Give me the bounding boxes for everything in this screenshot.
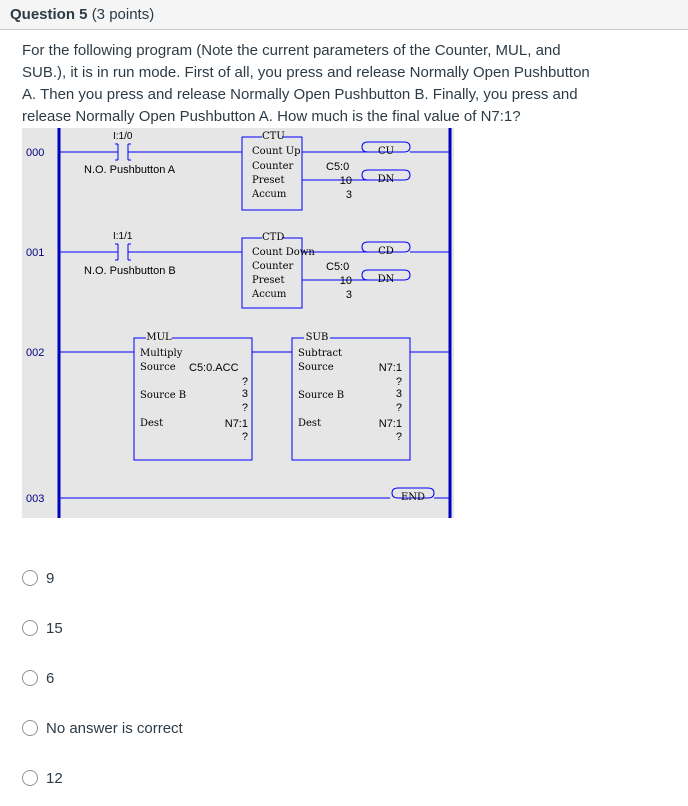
radio-button[interactable] — [22, 770, 38, 786]
radio-button[interactable] — [22, 720, 38, 736]
mul-dest-label: Dest — [140, 418, 164, 429]
answer-option-label: 6 — [46, 669, 55, 687]
mul-source-b-label: Source B — [140, 390, 187, 401]
sub-name: Subtract — [298, 348, 343, 359]
sub-source-b-q: ? — [395, 402, 402, 414]
ctu-counter-label: Counter — [252, 161, 294, 172]
ladder-diagram — [22, 128, 454, 518]
ctd-counter-value: C5:0 — [326, 261, 350, 273]
ctu-name: Count Up — [252, 146, 301, 157]
mul-source-label: Source — [140, 362, 176, 373]
ctd-preset-value: 10 — [339, 275, 352, 287]
sub-dest-label: Dest — [298, 418, 322, 429]
question-line: A. Then you press and release Normally Open Pushbutton B. Finally, you press and — [22, 86, 578, 103]
mul-dest-q: ? — [241, 431, 248, 443]
contact-a-label: N.O. Pushbutton A — [84, 164, 176, 176]
ctd-counter-label: Counter — [252, 261, 294, 272]
question-line: For the following program (Note the current parameters of the Counter, MUL, and — [22, 42, 561, 59]
sub-dest-value: N7:1 — [378, 418, 402, 430]
answer-option-label: 9 — [46, 569, 55, 587]
radio-button[interactable] — [22, 570, 38, 586]
end-label: END — [400, 492, 426, 503]
rung-number: 003 — [26, 493, 45, 505]
mul-title: MUL — [146, 332, 172, 343]
mul-source-num: 3 — [241, 388, 248, 400]
mul-dest-value: N7:1 — [224, 418, 248, 430]
contact-b-address: I:1/1 — [113, 231, 133, 242]
mul-source-b-q: ? — [241, 402, 248, 414]
sub-title: SUB — [305, 332, 329, 343]
rung-number: 002 — [26, 347, 45, 359]
question-header — [0, 0, 688, 30]
sub-dest-q: ? — [395, 431, 402, 443]
answer-option-label: 12 — [46, 769, 63, 787]
cd-coil-label: CD — [378, 246, 394, 257]
question-line: release Normally Open Pushbutton A. How much is the final value of N7:1? — [22, 108, 521, 125]
ladder-graphics — [22, 128, 454, 518]
ctu-preset-label: Preset — [252, 175, 285, 186]
contact-a-symbol — [114, 144, 118, 160]
ctd-title: CTD — [262, 232, 285, 243]
mul-name: Multiply — [140, 348, 183, 359]
cu-coil-label: CU — [377, 146, 395, 157]
ctu-preset-value: 10 — [339, 175, 352, 187]
mul-source-q: ? — [241, 376, 248, 388]
answer-option-label: No answer is correct — [46, 719, 183, 737]
question-text — [22, 40, 622, 128]
contact-b-label: N.O. Pushbutton B — [84, 265, 176, 277]
answer-option[interactable] — [22, 568, 54, 588]
ctu-counter-value: C5:0 — [326, 161, 350, 173]
dn-coil-ctd-label: DN — [377, 274, 395, 285]
answer-option[interactable] — [22, 668, 54, 688]
ctu-title: CTU — [262, 131, 285, 142]
answer-option[interactable] — [22, 718, 183, 738]
answer-option-label: 15 — [46, 619, 63, 637]
ctd-name: Count Down — [252, 247, 315, 258]
ctd-accum-label: Accum — [252, 289, 287, 300]
rung-number: 001 — [26, 247, 45, 259]
ctd-accum-value: 3 — [345, 289, 352, 301]
ctu-accum-value: 3 — [345, 189, 352, 201]
contact-b-symbol — [114, 244, 118, 260]
sub-source-b-label: Source B — [298, 390, 345, 401]
dn-coil-ctu-label: DN — [377, 174, 395, 185]
answer-option[interactable] — [22, 618, 63, 638]
contact-a-address: I:1/0 — [113, 131, 133, 142]
sub-source-value: N7:1 — [378, 362, 402, 374]
answer-option[interactable] — [22, 768, 63, 788]
question-title: Question 5 — [10, 6, 88, 23]
ctd-preset-label: Preset — [252, 275, 285, 286]
ctu-accum-label: Accum — [252, 189, 287, 200]
sub-source-q: ? — [395, 376, 402, 388]
rung-number: 000 — [26, 147, 45, 159]
sub-source-label: Source — [298, 362, 334, 373]
question-points: (3 points) — [91, 6, 155, 23]
mul-source-value: C5:0.ACC — [189, 362, 239, 374]
radio-button[interactable] — [22, 620, 38, 636]
radio-button[interactable] — [22, 670, 38, 686]
sub-source-num: 3 — [395, 388, 402, 400]
question-line: SUB.), it is in run mode. First of all, you press and release Normally Open Pushbutton — [22, 64, 590, 81]
